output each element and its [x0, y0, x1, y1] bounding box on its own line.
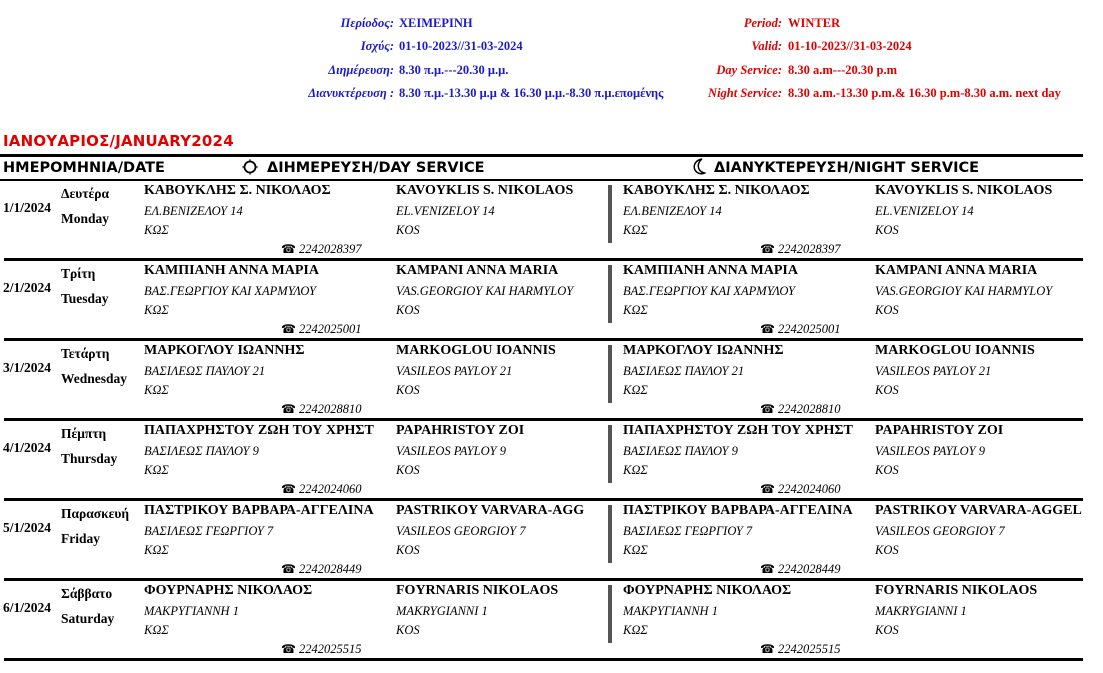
header-english — [0, 16, 1103, 106]
day-pharmacy-address-en: VASILEOS PAYLOY 9 — [396, 444, 506, 458]
night-phone — [760, 642, 840, 657]
weekday-gr: Τετάρτη — [61, 346, 110, 361]
night-pharmacy-address-gr: ΒΑΣ.ΓΕΩΡΓΙΟΥ ΚΑΙ ΧΑΡΜΥΛΟΥ — [623, 284, 795, 298]
weekday-gr: Πέμπτη — [61, 426, 107, 441]
day-pharmacy-address-gr: ΒΑΣ.ΓΕΩΡΓΙΟΥ ΚΑΙ ΧΑΡΜΥΛΟΥ — [144, 284, 316, 298]
day-pharmacy-address-gr: ΒΑΣΙΛΕΩΣ ΓΕΩΡΓΙΟΥ 7 — [144, 524, 274, 538]
day-phone-number: 2242028397 — [298, 242, 362, 256]
night-phone — [760, 322, 840, 337]
row-divider — [4, 658, 1083, 661]
day-pharmacy-name-en: KAMPANI ANNA MARIA — [396, 263, 559, 278]
day-pharmacy-name-en: FOYRNARIS NIKOLAOS — [396, 583, 559, 598]
night-service-label-gr: Διανυκτέρευση : — [308, 86, 394, 100]
column-header-day-service — [242, 160, 485, 176]
date-cell: 4/1/2024 — [3, 440, 52, 455]
day-pharmacy-city-en: KOS — [396, 383, 420, 397]
day-phone-number: 2242025515 — [298, 642, 362, 656]
night-pharmacy-city-gr: ΚΩΣ — [623, 463, 648, 477]
night-pharmacy-address-en: MAKRYGIANNI 1 — [875, 604, 967, 618]
night-service-value-gr: 8.30 π.μ.-13.30 μ.μ & 16.30 μ.μ.-8.30 π.μ.επομένης — [399, 86, 664, 100]
date-cell: 5/1/2024 — [3, 520, 52, 535]
night-pharmacy-city-en: KOS — [875, 303, 899, 317]
night-pharmacy-name-en: MARKOGLOU IOANNIS — [875, 343, 1035, 358]
day-pharmacy-address-en: EL.VENIZELOY 14 — [396, 204, 495, 218]
day-service-label-en: Day Service: — [716, 63, 782, 77]
day-pharmacy-name-gr: ΚΑΒΟΥΚΛΗΣ Σ. ΝΙΚΟΛΑΟΣ — [144, 183, 331, 198]
day-pharmacy-name-gr: ΚΑΜΠΙΑΝΗ ΑΝΝΑ ΜΑΡΙΑ — [144, 263, 319, 278]
table-row — [0, 421, 1100, 501]
night-service-title: ΔΙΑΝΥΚΤΕΡΕΥΣΗ/NIGHT SERVICE — [714, 160, 980, 176]
night-phone-number: 2242024060 — [777, 482, 841, 496]
day-pharmacy-city-gr: ΚΩΣ — [144, 383, 169, 397]
moon-icon — [692, 158, 706, 175]
weekday-en: Saturday — [61, 611, 115, 626]
sun-icon — [242, 159, 258, 175]
night-pharmacy-name-gr: ΠΑΠΑΧΡΗΣΤΟΥ ΖΩΗ ΤΟΥ ΧΡΗΣΤ — [623, 423, 853, 438]
night-pharmacy-name-en: KAVOYKLIS S. NIKOLAOS — [875, 183, 1053, 198]
phone-icon: ☎ — [760, 642, 775, 656]
day-pharmacy-address-gr: ΒΑΣΙΛΕΩΣ ΠΑΥΛΟΥ 9 — [144, 444, 259, 458]
day-pharmacy-name-en: MARKOGLOU IOANNIS — [396, 343, 556, 358]
weekday-en: Monday — [61, 211, 110, 226]
night-pharmacy-name-gr: ΠΑΣΤΡΙΚΟΥ ΒΑΡΒΑΡΑ-ΑΓΓΕΛΙΝΑ — [623, 503, 853, 518]
day-service-value-gr: 8.30 π.μ.---20.30 μ.μ. — [399, 63, 509, 77]
phone-icon: ☎ — [281, 642, 296, 656]
period-value-en: WINTER — [788, 16, 841, 30]
day-pharmacy-city-en: KOS — [396, 303, 420, 317]
night-pharmacy-name-gr: ΚΑΒΟΥΚΛΗΣ Σ. ΝΙΚΟΛΑΟΣ — [623, 183, 810, 198]
day-service-label-gr: Διημέρευση: — [328, 63, 394, 77]
night-pharmacy-city-gr: ΚΩΣ — [623, 223, 648, 237]
night-phone — [760, 482, 840, 497]
day-pharmacy-address-en: VAS.GEORGIOY KAI HARMYLOY — [396, 284, 574, 298]
night-pharmacy-address-gr: ΒΑΣΙΛΕΩΣ ΠΑΥΛΟΥ 21 — [623, 364, 745, 378]
night-pharmacy-name-en: PAPAHRISTOY ZOI — [875, 423, 1004, 438]
valid-value-gr: 01-10-2023//31-03-2024 — [399, 39, 523, 53]
day-pharmacy-address-en: MAKRYGIANNI 1 — [396, 604, 488, 618]
phone-icon: ☎ — [281, 402, 296, 416]
weekday-gr: Παρασκευή — [61, 506, 130, 521]
day-phone — [281, 562, 361, 577]
night-pharmacy-city-en: KOS — [875, 623, 899, 637]
night-pharmacy-city-en: KOS — [875, 383, 899, 397]
night-pharmacy-address-gr: ΒΑΣΙΛΕΩΣ ΠΑΥΛΟΥ 9 — [623, 444, 738, 458]
column-header-date: ΗΜΕΡΟΜΗΝΙΑ/DATE — [3, 160, 165, 176]
day-phone — [281, 322, 361, 337]
night-pharmacy-address-en: EL.VENIZELOY 14 — [875, 204, 974, 218]
day-pharmacy-city-en: KOS — [396, 623, 420, 637]
day-service-value-en: 8.30 a.m---20.30 p.m — [788, 63, 898, 77]
date-cell: 3/1/2024 — [3, 360, 52, 375]
service-divider — [608, 265, 612, 323]
day-phone-number: 2242024060 — [298, 482, 362, 496]
day-pharmacy-city-en: KOS — [396, 223, 420, 237]
phone-icon: ☎ — [760, 482, 775, 496]
night-pharmacy-name-en: PASTRIKOY VARVARA-AGGEL — [875, 503, 1082, 518]
table-row — [0, 181, 1100, 261]
valid-label-en: Valid: — [751, 39, 782, 53]
night-pharmacy-city-gr: ΚΩΣ — [623, 543, 648, 557]
date-cell: 2/1/2024 — [3, 280, 52, 295]
day-pharmacy-name-en: PASTRIKOY VARVARA-AGG — [396, 503, 585, 518]
day-phone-number: 2242028449 — [298, 562, 362, 576]
day-pharmacy-address-gr: ΜΑΚΡΥΓΙΑΝΝΗ 1 — [144, 604, 239, 618]
weekday-en: Thursday — [61, 451, 118, 466]
weekday-en: Wednesday — [61, 371, 128, 386]
night-pharmacy-address-en: VAS.GEORGIOY KAI HARMYLOY — [875, 284, 1053, 298]
night-phone — [760, 562, 840, 577]
period-label-gr: Περίοδος: — [340, 16, 394, 30]
night-pharmacy-address-en: VASILEOS GEORGIOY 7 — [875, 524, 1005, 538]
night-pharmacy-name-en: FOYRNARIS NIKOLAOS — [875, 583, 1038, 598]
period-value-gr: ΧΕΙΜΕΡΙΝΗ — [399, 16, 473, 30]
service-divider — [608, 505, 612, 563]
day-pharmacy-name-en: KAVOYKLIS S. NIKOLAOS — [396, 183, 574, 198]
night-pharmacy-name-en: KAMPANI ANNA MARIA — [875, 263, 1038, 278]
service-divider — [608, 185, 612, 243]
day-pharmacy-city-en: KOS — [396, 463, 420, 477]
day-pharmacy-name-gr: ΜΑΡΚΟΓΛΟΥ ΙΩΑΝΝΗΣ — [144, 343, 305, 358]
service-divider — [608, 425, 612, 483]
night-phone-number: 2242028449 — [777, 562, 841, 576]
day-phone — [281, 242, 361, 257]
date-cell: 1/1/2024 — [3, 200, 52, 215]
day-pharmacy-address-en: VASILEOS PAYLOY 21 — [396, 364, 513, 378]
day-pharmacy-city-gr: ΚΩΣ — [144, 543, 169, 557]
night-pharmacy-name-gr: ΦΟΥΡΝΑΡΗΣ ΝΙΚΟΛΑΟΣ — [623, 583, 792, 598]
column-header-night-service — [692, 160, 979, 176]
day-pharmacy-city-gr: ΚΩΣ — [144, 463, 169, 477]
date-cell: 6/1/2024 — [3, 600, 52, 615]
night-service-label-en: Night Service: — [708, 86, 782, 100]
night-pharmacy-address-gr: ΜΑΚΡΥΓΙΑΝΝΗ 1 — [623, 604, 718, 618]
phone-icon: ☎ — [760, 242, 775, 256]
phone-icon: ☎ — [281, 562, 296, 576]
phone-icon: ☎ — [281, 482, 296, 496]
table-row — [0, 341, 1100, 421]
day-phone-number: 2242028810 — [298, 402, 362, 416]
table-row — [0, 261, 1100, 341]
day-phone — [281, 402, 361, 417]
night-pharmacy-city-en: KOS — [875, 223, 899, 237]
weekday-gr: Τρίτη — [61, 266, 96, 281]
phone-icon: ☎ — [760, 322, 775, 336]
top-rule — [0, 154, 1083, 157]
night-pharmacy-address-en: VASILEOS PAYLOY 21 — [875, 364, 992, 378]
month-title: ΙΑΝΟΥΑΡΙΟΣ/JANUARY2024 — [3, 132, 234, 150]
night-pharmacy-address-en: VASILEOS PAYLOY 9 — [875, 444, 985, 458]
night-phone-number: 2242025001 — [777, 322, 841, 336]
day-phone — [281, 482, 361, 497]
phone-icon: ☎ — [281, 322, 296, 336]
day-pharmacy-address-en: VASILEOS GEORGIOY 7 — [396, 524, 526, 538]
day-pharmacy-city-gr: ΚΩΣ — [144, 623, 169, 637]
day-pharmacy-address-gr: ΒΑΣΙΛΕΩΣ ΠΑΥΛΟΥ 21 — [144, 364, 266, 378]
night-service-value-en: 8.30 a.m.-13.30 p.m.& 16.30 p.m-8.30 a.m. next day — [788, 86, 1061, 100]
day-pharmacy-address-gr: ΕΛ.ΒΕΝΙΖΕΛΟΥ 14 — [144, 204, 243, 218]
phone-icon: ☎ — [281, 242, 296, 256]
phone-icon: ☎ — [760, 562, 775, 576]
day-pharmacy-name-gr: ΠΑΣΤΡΙΚΟΥ ΒΑΡΒΑΡΑ-ΑΓΓΕΛΙΝΑ — [144, 503, 374, 518]
night-pharmacy-city-en: KOS — [875, 543, 899, 557]
night-pharmacy-address-gr: ΒΑΣΙΛΕΩΣ ΓΕΩΡΓΙΟΥ 7 — [623, 524, 753, 538]
night-pharmacy-city-gr: ΚΩΣ — [623, 623, 648, 637]
day-pharmacy-city-en: KOS — [396, 543, 420, 557]
table-row — [0, 581, 1100, 661]
night-pharmacy-name-gr: ΚΑΜΠΙΑΝΗ ΑΝΝΑ ΜΑΡΙΑ — [623, 263, 798, 278]
day-pharmacy-name-gr: ΦΟΥΡΝΑΡΗΣ ΝΙΚΟΛΑΟΣ — [144, 583, 313, 598]
service-divider — [608, 345, 612, 403]
valid-label-gr: Ισχύς: — [360, 39, 394, 53]
night-pharmacy-name-gr: ΜΑΡΚΟΓΛΟΥ ΙΩΑΝΝΗΣ — [623, 343, 784, 358]
day-pharmacy-city-gr: ΚΩΣ — [144, 303, 169, 317]
night-phone — [760, 242, 840, 257]
day-pharmacy-name-en: PAPAHRISTOY ZOI — [396, 423, 525, 438]
weekday-gr: Σάββατο — [61, 586, 113, 601]
day-service-title: ΔΙΗΜΕΡΕΥΣΗ/DAY SERVICE — [267, 160, 485, 176]
weekday-en: Friday — [61, 531, 100, 546]
period-label-en: Period: — [743, 16, 782, 30]
night-phone-number: 2242025515 — [777, 642, 841, 656]
night-phone-number: 2242028397 — [777, 242, 841, 256]
night-phone-number: 2242028810 — [777, 402, 841, 416]
weekday-gr: Δευτέρα — [61, 186, 109, 201]
night-pharmacy-city-en: KOS — [875, 463, 899, 477]
night-pharmacy-city-gr: ΚΩΣ — [623, 303, 648, 317]
service-divider — [608, 585, 612, 643]
weekday-en: Tuesday — [61, 291, 109, 306]
day-phone — [281, 642, 361, 657]
day-pharmacy-city-gr: ΚΩΣ — [144, 223, 169, 237]
phone-icon: ☎ — [760, 402, 775, 416]
day-phone-number: 2242025001 — [298, 322, 362, 336]
night-pharmacy-address-gr: ΕΛ.ΒΕΝΙΖΕΛΟΥ 14 — [623, 204, 722, 218]
night-pharmacy-city-gr: ΚΩΣ — [623, 383, 648, 397]
valid-value-en: 01-10-2023//31-03-2024 — [788, 39, 912, 53]
table-row — [0, 501, 1100, 581]
night-phone — [760, 402, 840, 417]
day-pharmacy-name-gr: ΠΑΠΑΧΡΗΣΤΟΥ ΖΩΗ ΤΟΥ ΧΡΗΣΤ — [144, 423, 374, 438]
